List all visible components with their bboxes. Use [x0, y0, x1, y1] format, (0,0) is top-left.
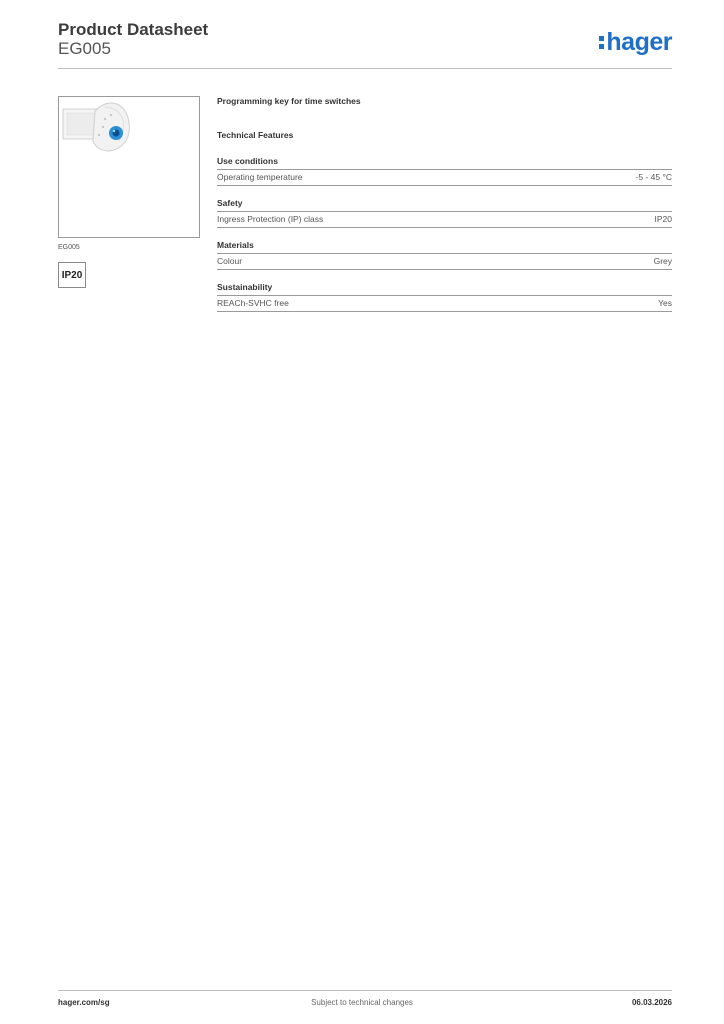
feature-row [217, 254, 672, 270]
logo-dots-icon [599, 35, 604, 51]
product-details [217, 96, 672, 312]
section-safety [217, 198, 672, 228]
feature-label: Operating temperature [217, 172, 303, 182]
section-sustainability [217, 282, 672, 312]
image-caption: EG005 [58, 244, 80, 251]
logo-text: hager [606, 28, 672, 56]
feature-label: Ingress Protection (IP) class [217, 214, 324, 224]
footer-date: 06.03.2026 [631, 998, 672, 1007]
footer-website-link[interactable]: hager.com/sg [58, 998, 110, 1007]
section-use-conditions [217, 156, 672, 186]
ip-rating-badge: IP20 [58, 262, 86, 288]
feature-row [217, 296, 672, 312]
feature-label: REACh-SVHC free [217, 298, 289, 308]
page-title: Product Datasheet [58, 20, 209, 39]
footer-notice: Subject to technical changes [311, 998, 413, 1007]
section-materials [217, 240, 672, 270]
section-title: Use conditions [217, 156, 672, 170]
product-image [58, 96, 200, 238]
product-description: Programming key for time switches [217, 96, 361, 106]
feature-row [217, 212, 672, 228]
hager-logo [599, 28, 672, 57]
product-code: EG005 [58, 39, 111, 58]
section-title: Materials [217, 240, 672, 254]
section-title: Safety [217, 198, 672, 212]
footer-divider [58, 990, 672, 991]
feature-value: IP20 [654, 214, 672, 224]
feature-label: Colour [217, 256, 243, 266]
feature-value: -5 - 45 °C [635, 172, 672, 182]
section-title: Sustainability [217, 282, 672, 296]
programming-key-image [59, 97, 199, 237]
technical-features-title: Technical Features [217, 130, 294, 140]
feature-value: Yes [658, 298, 672, 308]
feature-row [217, 170, 672, 186]
feature-value: Grey [653, 256, 672, 266]
header-divider [58, 68, 672, 69]
